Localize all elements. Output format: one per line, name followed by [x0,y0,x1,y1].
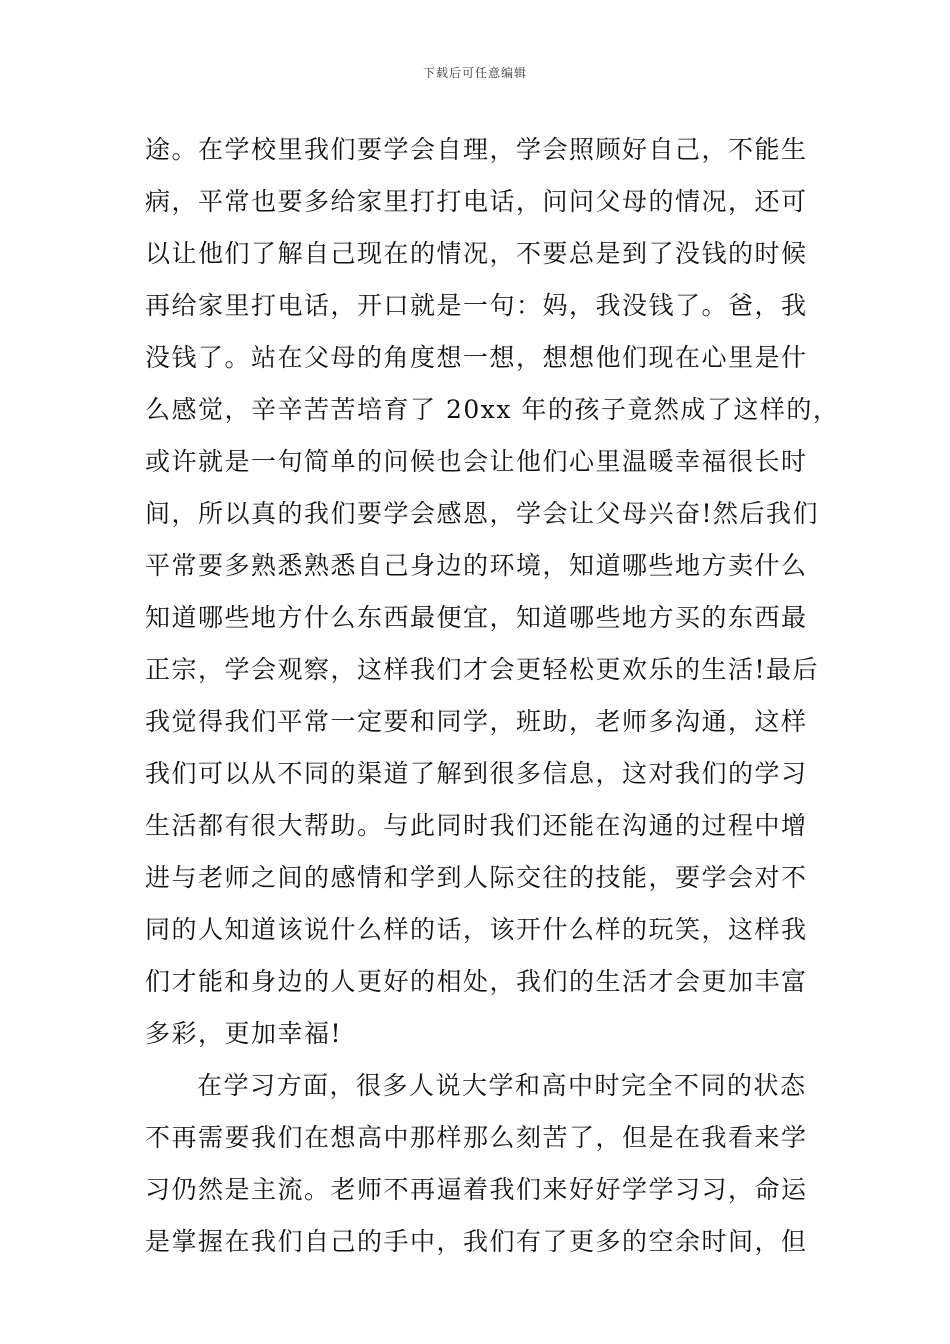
text-line: 间，所以真的我们要学会感恩，学会让父母兴奋!然后我们 [145,499,820,528]
text-line: 没钱了。站在父母的角度想一想，想想他们现在心里是什 [145,343,808,372]
page-header: 下载后可任意编辑 [422,66,527,80]
text-line: 病，平常也要多给家里打打电话，问问父母的情况，还可 [145,187,808,216]
text-line: 或许就是一句简单的问候也会让他们心里温暖幸福很长时 [145,447,808,476]
text-line: 习仍然是主流。老师不再逼着我们来好好学学习习，命运 [145,1175,808,1204]
text-line: 正宗，学会观察，这样我们才会更轻松更欢乐的生活!最后 [145,655,820,684]
text-line: 不再需要我们在想高中那样那么刻苦了，但是在我看来学 [145,1123,808,1152]
text-line: 进与老师之间的感情和学到人际交往的技能，要学会对不 [145,863,808,892]
text-line: 途。在学校里我们要学会自理，学会照顾好自己，不能生 [145,135,808,164]
text-line: 多彩，更加幸福! [145,1019,343,1048]
text-line: 么感觉，辛辛苦苦培育了 20xx 年的孩子竟然成了这样的， [145,395,840,424]
text-line: 我觉得我们平常一定要和同学，班助，老师多沟通，这样 [145,707,808,736]
text-line: 知道哪些地方什么东西最便宜，知道哪些地方买的东西最 [145,603,808,632]
text-line: 们才能和身边的人更好的相处，我们的生活才会更加丰富 [145,967,808,996]
text-line: 在学习方面，很多人说大学和高中时完全不同的状态 [197,1071,807,1100]
text-line: 是掌握在我们自己的手中，我们有了更多的空余时间，但 [145,1227,808,1256]
text-line: 生活都有很大帮助。与此同时我们还能在沟通的过程中增 [145,811,808,840]
text-line: 平常要多熟悉熟悉自己身边的环境，知道哪些地方卖什么 [145,551,808,580]
text-line: 我们可以从不同的渠道了解到很多信息，这对我们的学习 [145,759,808,788]
document-body [145,130,840,1274]
text-line: 以让他们了解自己现在的情况，不要总是到了没钱的时候 [145,239,808,268]
text-line: 再给家里打电话，开口就是一句：妈，我没钱了。爸，我 [145,291,808,320]
text-line: 同的人知道该说什么样的话，该开什么样的玩笑，这样我 [145,915,808,944]
